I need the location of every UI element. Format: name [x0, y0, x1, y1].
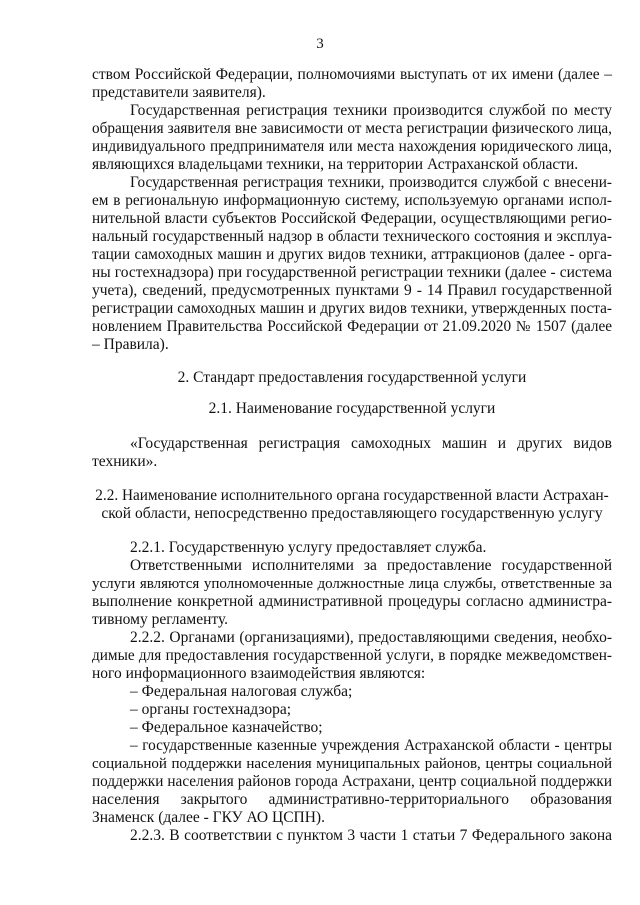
list-item: – государственные казенные учреждения Астраханской области - центры — [130, 737, 612, 754]
text-line: услуги являются уполномоченные должностные лица службы, ответственные за — [92, 576, 612, 592]
text-line: населения закрытого административно-территориального образования — [92, 791, 612, 808]
text-line: новлением Правительства Российской Федерации от 21.09.2020 № 1507 (далее — [92, 318, 612, 335]
text-line: тивному регламенту. — [92, 611, 229, 628]
text-line: представители заявителя). — [92, 84, 266, 101]
text-line: ны гостехнадзора) при государственной регистрации техники (далее - система — [92, 264, 612, 281]
text-line: Знаменск (далее - ГКУ АО ЦСПН). — [92, 809, 325, 826]
text-line: Ответственными исполнителями за предоставление государственной — [130, 557, 612, 574]
text-line: 2.2.2. Органами (организациями), предоставляющими сведения, необхо- — [130, 629, 612, 646]
text-line: ем в региональную информационную систему, используемую органами испол- — [92, 192, 612, 209]
text-line: индивидуального предпринимателя или места нахождения юридического лица, — [92, 138, 612, 155]
text-line: 2.2.1. Государственную услугу предоставляет служба. — [130, 539, 487, 556]
list-item: – Федеральная налоговая служба; — [130, 683, 353, 700]
subsection-heading: 2.1. Наименование государственной услуги — [208, 400, 496, 417]
text-line: выполнение конкретной административной процедуры согласно администра- — [92, 593, 612, 610]
list-item: – органы гостехнадзора; — [130, 701, 292, 718]
text-line: социальной поддержки населения муниципальных районов, центры социальной — [92, 756, 612, 772]
page-number: 3 — [316, 36, 324, 52]
text-line: учета), сведений, предусмотренных пунктами 9 - 14 Правил государственной — [92, 282, 612, 299]
text-line: поддержки населения районов города Астрахани, центр социальной поддержки — [92, 773, 612, 790]
text-line: Государственная регистрация техники, производится службой с внесени- — [130, 174, 612, 191]
text-line: ного информационного взаимодействия являются: — [92, 665, 426, 682]
text-line: Государственная регистрация техники производится службой по месту — [130, 102, 612, 119]
text-line: нительной власти субъектов Российской Федерации, осуществляющими регио- — [92, 210, 612, 227]
section-heading: 2. Стандарт предоставления государственной услуги — [177, 369, 527, 386]
text-line: «Государственная регистрация самоходных машин и других видов — [130, 435, 612, 452]
text-line: нальный государственный надзор в области технического состояния и эксплуа- — [92, 228, 612, 245]
text-line: обращения заявителя вне зависимости от места регистрации физического лица, — [92, 120, 612, 137]
text-line: тации самоходных машин и других видов техники, аттракционов (далее - орга- — [92, 246, 612, 263]
subsection-heading: 2.2. Наименование исполнительного органа государственной власти Астрахан- — [95, 487, 609, 504]
text-line: ством Российской Федерации, полномочиями выступать от их имени (далее – — [92, 66, 612, 83]
subsection-heading: ской области, непосредственно предоставляющего государственную услугу — [101, 505, 603, 522]
text-line: – Правила). — [92, 336, 169, 353]
text-line: 2.2.3. В соответствии с пунктом 3 части 1 статьи 7 Федерального закона — [130, 827, 612, 844]
text-line: регистрации самоходных машин и других видов техники, утвержденных поста- — [92, 300, 612, 317]
text-line: являющихся владельцами техники, на территории Астраханской области. — [92, 156, 579, 173]
text-line: техники». — [92, 453, 158, 470]
list-item: – Федеральное казначейство; — [130, 719, 323, 736]
text-line: димые для предоставления государственной услуги, в порядке межведомствен- — [92, 647, 612, 664]
